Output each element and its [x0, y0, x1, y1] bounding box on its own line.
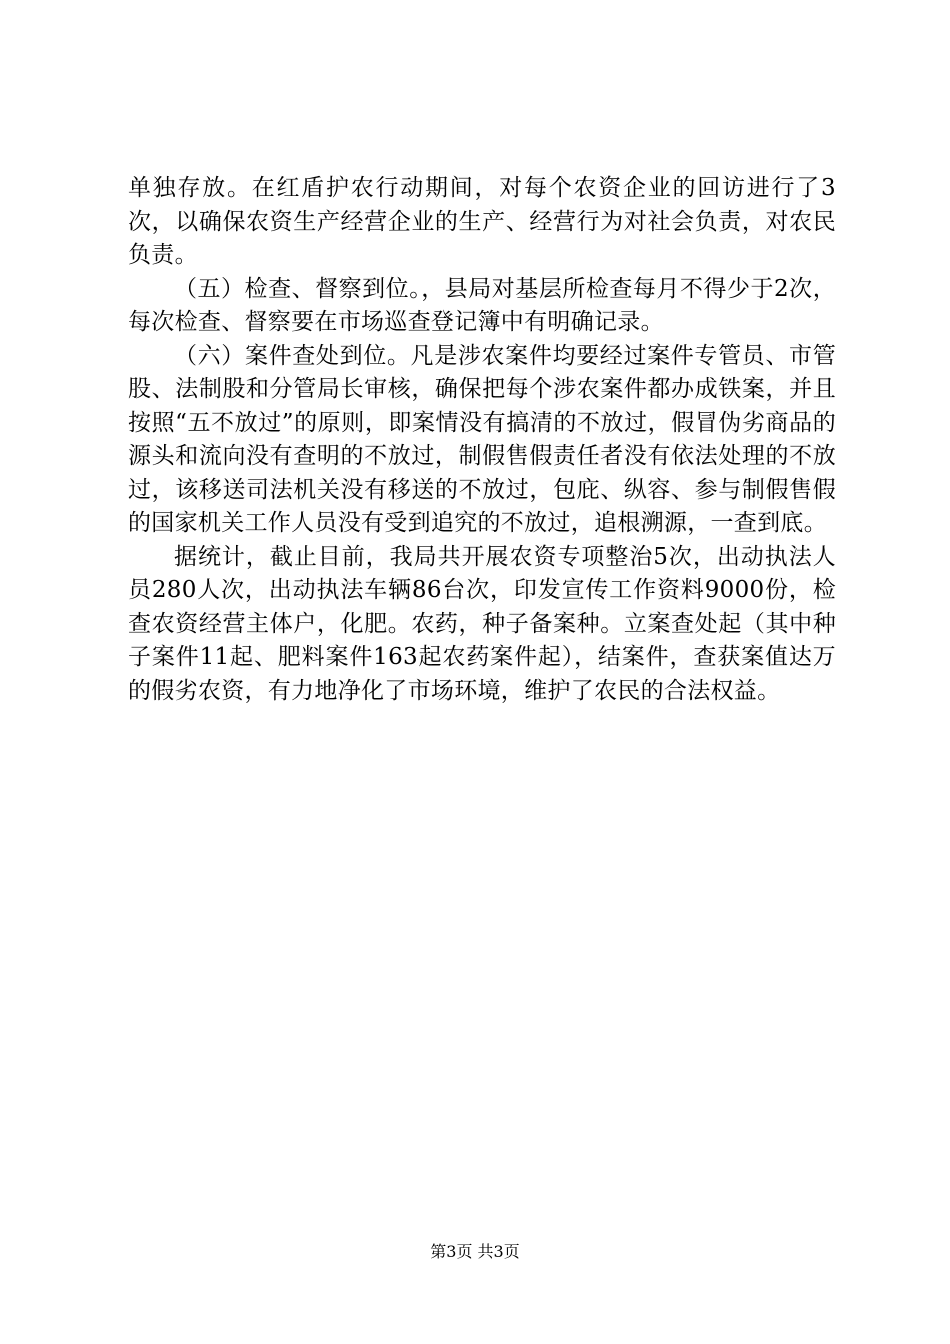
page-footer: 第3页 共3页: [430, 1242, 520, 1261]
paragraph-case-handling: （六）案件查处到位。凡是涉农案件均要经过案件专管员、市管股、法制股和分管局长审核，确保把每个涉农案件都办成铁案，并且按照“五不放过”的原则，即案情没有搞清的不放过，假冒伪劣商品的源头和流向没有查明的不放过，制假售假责任者没有依法处理的不放过，该移送司法机关没有移送的不放过，包庇、纵容、参与制假售假的国家机关工作人员没有受到追究的不放过，追根溯源，一查到底。: [128, 342, 836, 536]
document-body: [128, 172, 836, 708]
paragraph-continuation: 单独存放。在红盾护农行动期间，对每个农资企业的回访进行了3次，以确保农资生产经营企业的生产、经营行为对社会负责，对农民负责。: [128, 175, 836, 268]
paragraph-inspection: （五）检查、督察到位。，县局对基层所检查每月不得少于2次，每次检查、督察要在市场巡查登记簿中有明确记录。: [128, 275, 836, 335]
paragraph-statistics: 据统计，截止目前，我局共开展农资专项整治5次，出动执法人员280人次，出动执法车辆86台次，印发宣传工作资料9000份，检查农资经营主体户，化肥。农药，种子备案种。立案查处起（其中种子案件11起、肥料案件163起农药案件起），结案件，查获案值达万的假劣农资，有力地净化了市场环境，维护了农民的合法权益。: [128, 543, 836, 704]
